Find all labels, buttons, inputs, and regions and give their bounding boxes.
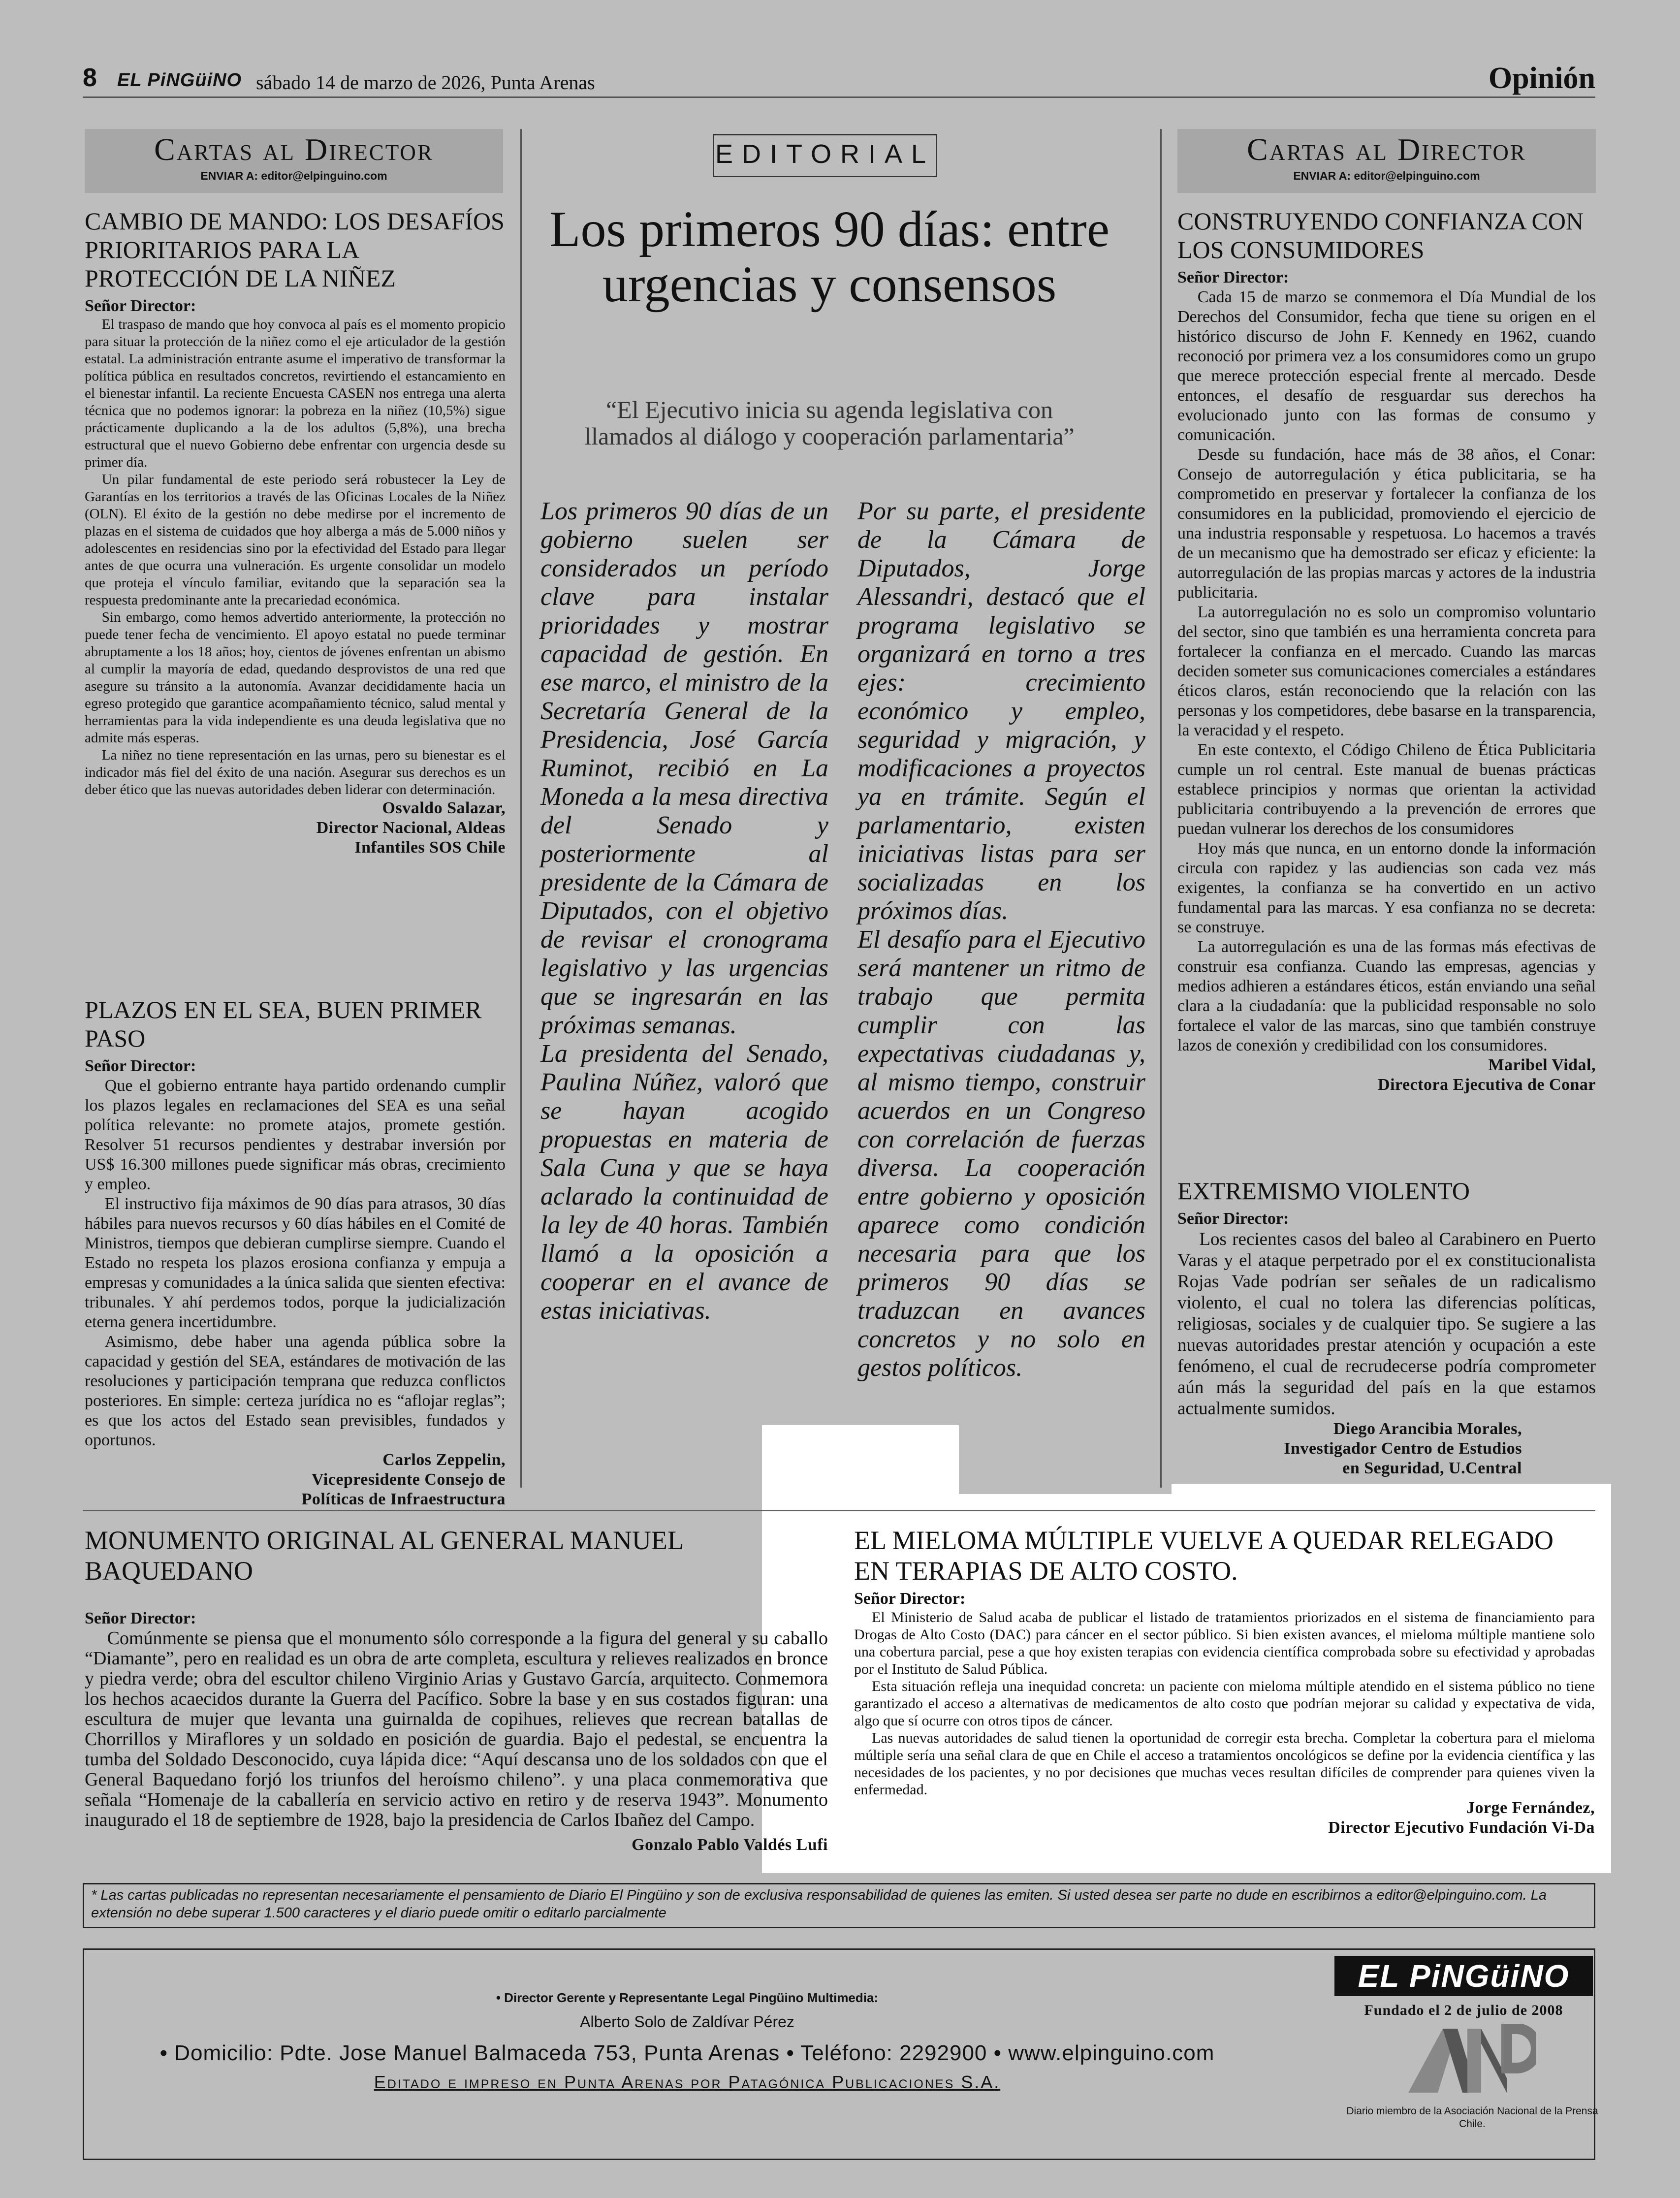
cartas-send-to: ENVIAR A: editor@elpinguino.com	[200, 169, 387, 182]
signature-name: Gonzalo Pablo Valdés Lufi	[632, 1836, 828, 1854]
signature-role: Director Ejecutivo Fundación Vi-Da	[1328, 1818, 1595, 1837]
signature-org: en Seguridad, U.Central	[1342, 1459, 1522, 1477]
letter-salutation: Señor Director:	[1177, 1210, 1289, 1228]
editorial-title: Los primeros 90 días: entre urgencias y consensos	[549, 201, 1109, 313]
column-rule-right	[1160, 129, 1162, 1488]
letter-signature	[85, 1835, 828, 1855]
letter-title: CAMBIO DE MANDO: LOS DESAFÍOS PRIORITARIOS PARA LA PROTECCIÓN DE LA NIÑEZ	[85, 207, 505, 292]
signature-role: Directora Ejecutiva de Conar	[1378, 1076, 1596, 1094]
column-rule-left	[520, 129, 522, 1488]
letter-extremismo	[1177, 1177, 1596, 1478]
letter-consumidores	[1177, 207, 1596, 1095]
signature-name: Jorge Fernández,	[1466, 1799, 1595, 1817]
letter-paragraph: Esta situación refleja una inequidad concreta: un paciente con mieloma múltiple atendido en el sistema público no tiene garantizado el acceso a alternativas de medicamentos de alto costo que podrían mejorar su calidad y expectativa de vida, algo que sí ocurre con otros tipos de cáncer.	[854, 1678, 1595, 1729]
signature-name: Maribel Vidal,	[1488, 1056, 1596, 1074]
section-rule	[83, 1510, 1595, 1511]
cartas-title: Cartas al Director	[154, 132, 434, 167]
letter-salutation: Señor Director:	[854, 1590, 966, 1608]
letter-paragraph: Los recientes casos del baleo al Carabinero en Puerto Varas y el ataque perpetrado por el ex constitucionalista Rojas Vade podrían ser señales de un radicalismo violento, el cual no tolera las diferencias políticas, religiosas, sociales y de cualquier tipo. Se sugiere a las nuevas autoridades prestar atención y ocupación a este fenómeno, el cual de recrudecerse podría comprometer aún más la seguridad del país en la que estamos actualmente sumidos.	[1177, 1229, 1596, 1419]
letter-title: EXTREMISMO VIOLENTO	[1177, 1177, 1470, 1205]
editorial-column-1	[540, 497, 828, 1325]
footer-director-name: Alberto Solo de Zaldívar Pérez	[580, 2013, 794, 2031]
brand-name: EL PiNGüiNO	[117, 70, 242, 91]
letter-paragraph: Asimismo, debe haber una agenda pública sobre la capacidad y gestión del SEA, estándares de motivación de las resoluciones y participación temprana que reduzca conflictos posteriores. En simple: certeza jurídica no es “aflojar reglas”; es que los actos del Estado sean previsibles, fundados y oportunos.	[85, 1333, 506, 1449]
letter-signature	[1177, 1055, 1596, 1095]
footer-founded: Fundado el 2 de julio de 2008	[1364, 2002, 1563, 2018]
footer-director-label: • Director Gerente y Representante Legal Pingüino Multimedia:	[496, 1990, 879, 2005]
signature-role: Vicepresidente Consejo de	[311, 1470, 506, 1489]
cartas-box-right	[1177, 129, 1596, 193]
editorial-paragraph: Por su parte, el presidente de la Cámara de Diputados, Jorge Alessandri, destacó que el programa legislativo se organizará en torno a tres ejes: crecimiento económico y empleo, seguridad y migración, y modificaciones a proyectos ya en trámite. Según el parlamentario, existen iniciativas listas para ser socializadas en los próximos días.	[857, 497, 1145, 925]
letter-paragraph: La niñez no tiene representación en las urnas, pero su bienestar es el indicador más fiel del éxito de una nación. Asegurar sus derechos es un deber ético que las nuevas autoridades deben liderar con determinación.	[85, 747, 506, 797]
editorial-paragraph: Los primeros 90 días de un gobierno suelen ser considerados un período clave para instalar prioridades y mostrar capacidad de gestión. En ese marco, el ministro de la Secretaría General de la Presidencia, José García Ruminot, recibió en La Moneda a la mesa directiva del Senado y posteriormente al presidente de la Cámara de Diputados, con el objetivo de revisar el cronograma legislativo y las urgencias que se ingresarán en las próximas semanas.	[540, 497, 828, 1039]
letter-paragraph: En este contexto, el Código Chileno de Ética Publicitaria cumple un rol central. Este manual de buenas prácticas establece principios y normas que orientan la actividad publicitaria contribuyendo a la prevención de errores que puedan vulnerar los derechos de los consumidores	[1177, 741, 1596, 838]
editorial-label: EDITORIAL	[713, 134, 937, 177]
letter-title: MONUMENTO ORIGINAL AL GENERAL MANUEL BAQUEDANO	[85, 1526, 683, 1586]
footer-box	[83, 1948, 1598, 2160]
editorial-subtitle: “El Ejecutivo inicia su agenda legislativa con llamados al diálogo y cooperación parlamentaria”	[584, 396, 1075, 450]
anp-caption: Diario miembro de la Asociación Nacional de la Prensa Chile.	[1346, 2105, 1598, 2130]
letter-paragraph: Las nuevas autoridades de salud tienen la oportunidad de corregir esta brecha. Completar la cobertura para el mieloma múltiple sería una señal clara de que en Chile el acceso a tratamientos oncológicos se define por la evidencia científica y las necesidades de los pacientes, y no por decisiones que muchas veces resultan difíciles de comprender para quienes viven la enfermedad.	[854, 1730, 1595, 1798]
signature-role: Investigador Centro de Estudios	[1284, 1439, 1522, 1458]
editorial-column-2	[857, 497, 1145, 1382]
signature-org: Políticas de Infraestructura	[301, 1490, 506, 1508]
letter-monumento	[85, 1525, 828, 1855]
letter-mieloma	[854, 1525, 1595, 1838]
editorial-paragraph: La presidenta del Senado, Paulina Núñez, valoró que se hayan acogido propuestas en materia de Sala Cuna y que se haya aclarado la continuidad de la ley de 40 horas. También llamó a la oposición a cooperar en el avance de estas iniciativas.	[540, 1040, 828, 1325]
signature-org: Infantiles SOS Chile	[354, 838, 506, 857]
letter-title: PLAZOS EN EL SEA, BUEN PRIMER PASO	[85, 996, 482, 1052]
disclaimer-box: * Las cartas publicadas no representan necesariamente el pensamiento de Diario El Pingüino y son de exclusiva responsabilidad de quienes las emiten. Si usted desea ser parte no dude en escribirnos a editor@elpinguino.com. La extensión no debe superar 1.500 caracteres y el diario puede omitir o editarlo parcialmente	[83, 1883, 1595, 1928]
letter-salutation: Señor Director:	[85, 1609, 196, 1627]
letter-salutation: Señor Director:	[1177, 268, 1289, 287]
letter-salutation: Señor Director:	[85, 297, 196, 315]
letter-paragraph: La autorregulación no es solo un compromiso voluntario del sector, sino que también es una herramienta concreta para fortalecer la confianza en el mercado. Cuando las marcas deciden someter sus comunicaciones comerciales a estándares éticos claros, están reconociendo que la relación con las personas y los competidores, debe basarse en la transparencia, la veracidad y el respeto.	[1177, 603, 1596, 739]
letter-paragraph: Un pilar fundamental de este periodo será robustecer la Ley de Garantías en los territorios a través de las Oficinas Locales de la Niñez (OLN). El éxito de la gestión no debe medirse por el incremento de plazas en el sistema de cuidados que hoy alberga a más de 5.000 niños y adolescentes en residencias sino por la efectividad del Estado para llegar antes de que ocurra una vulneración. Es urgente consolidar un modelo que proteja el vínculo familiar, evitando que la separación sea la respuesta predominante ante la precariedad económica.	[85, 472, 506, 608]
signature-role: Director Nacional, Aldeas	[316, 819, 506, 837]
editorial-paragraph: El desafío para el Ejecutivo será mantener un ritmo de trabajo que permita cumplir con las expectativas ciudadanas y, al mismo tiempo, construir acuerdos en un Congreso con correlación de fuerzas diversa. La cooperación entre gobierno y oposición aparece como condición necesaria para que los primeros 90 días se traduzcan en avances concretos y no solo en gestos políticos.	[857, 925, 1145, 1382]
letter-title: EL MIELOMA MÚLTIPLE VUELVE A QUEDAR RELEGADO EN TERAPIAS DE ALTO COSTO.	[854, 1526, 1553, 1586]
letter-paragraph: El Ministerio de Salud acaba de publicar el listado de tratamientos priorizados en el sistema de financiamiento para Drogas de Alto Costo (DAC) para cáncer en el sector público. Si bien existen avances, el mieloma múltiple mantiene solo una cobertura parcial, pese a que hoy existen terapias con evidencia científica comprobada sobre su efectividad y aprobadas por el Instituto de Salud Pública.	[854, 1609, 1595, 1677]
cartas-title: Cartas al Director	[1247, 132, 1526, 167]
anp-logo-icon	[1408, 2024, 1536, 2098]
cartas-box-left	[85, 129, 503, 193]
section-title: Opinión	[1488, 62, 1595, 95]
signature-name: Diego Arancibia Morales,	[1333, 1420, 1522, 1438]
letter-signature	[854, 1798, 1595, 1838]
white-patch	[762, 1425, 959, 1494]
cartas-send-to: ENVIAR A: editor@elpinguino.com	[1293, 169, 1480, 182]
letter-paragraph: Hoy más que nunca, en un entorno donde la información circula con rapidez y las audiencias son cada vez más exigentes, la confianza se ha convertido en un activo fundamental para las marcas. Y esa confianza no se decreta: se construye.	[1177, 839, 1596, 936]
letter-title: CONSTRUYENDO CONFIANZA CON LOS CONSUMIDORES	[1177, 207, 1584, 263]
footer-printed-by: Editado e impreso en Punta Arenas por Patagónica Publicaciones S.A.	[374, 2072, 1001, 2092]
page-number: 8	[83, 64, 97, 92]
letter-paragraph: La autorregulación es una de las formas más efectivas de construir esa confianza. Cuando las empresas, agencias y medios adhieren a estándares éticos, están enviando una señal clara a la ciudadanía: que la publicidad responsable no solo fortalece el valor de las marcas, sino que también construye lazos de conexión y credibilidad con los consumidores.	[1177, 938, 1596, 1054]
letter-paragraph: El traspaso de mando que hoy convoca al país es el momento propicio para situar la protección de la niñez como el eje articulador de la gestión estatal. La administración entrante asume el imperativo de transformar la política pública en resultados concretos, revirtiendo el estancamiento en el bienestar infantil. La reciente Encuesta CASEN nos entrega una alerta técnica que no podemos ignorar: la pobreza en la niñez (10,5%) sigue prácticamente duplicando a la de los adultos (5,8%), una brecha estructural que el nuevo Gobierno debe enfrentar con urgencia desde su primer día.	[85, 317, 506, 470]
signature-name: Osvaldo Salazar,	[382, 799, 506, 817]
letter-signature	[85, 1450, 506, 1509]
footer-logo: EL PiNGüiNO	[1334, 1956, 1593, 1996]
letter-ninez	[85, 207, 506, 858]
footer-address: • Domicilio: Pdte. Jose Manuel Balmaceda 753, Punta Arenas • Teléfono: 2292900 • www.elpinguino.com	[159, 2041, 1215, 2065]
letter-sea	[85, 995, 506, 1509]
date-line: sábado 14 de marzo de 2026, Punta Arenas	[256, 71, 595, 94]
letter-paragraph: Desde su fundación, hace más de 38 años, el Conar: Consejo de autorregulación y ética publicitaria, se ha comprometido en preservar y fortalecer la confianza de los consumidores en la publicidad, promoviendo el ejercicio de una industria responsable y respetuosa. Lo hacemos a través de un mecanismo que ha demostrado ser eficaz y eficiente: la autorregulación de las propias marcas y actores de la industria publicitaria.	[1177, 446, 1596, 602]
letter-paragraph: Comúnmente se piensa que el monumento sólo corresponde a la figura del general y su caballo “Diamante”, pero en realidad es un obra de arte completa, escultura y relieves realizados en bronce y piedra verde; obra del escultor chileno Virginio Arias y Gustavo García, arquitecto. Conmemora los hechos acaecidos durante la Guerra del Pacífico. Sobre la base y en sus costados figuran: una escultura de mujer que levanta una guirnalda de copihues, relieves que recrean batallas de Chorrillos y Miraflores y un soldado en posición de guardia. Bajo el pedestal, se encuentra la tumba del Soldado Desconocido, cuya lápida dice: “Aquí descansa uno de los soldados con que el General Baquedano forjó los triunfos del heroísmo chileno”. y una placa conmemorativa que señala “Homenaje de la caballería en servicio activo en retiro y de reserva 1943”. Monumento inaugurado el 18 de septiembre de 1928, bajo la presidencia de Carlos Ibañez del Campo.	[85, 1628, 828, 1830]
header-rule	[83, 96, 1595, 98]
letter-paragraph: El instructivo fija máximos de 90 días para atrasos, 30 días hábiles para nuevos recursos y 60 días hábiles en el Comité de Ministros, tiempos que debieran cumplirse siempre. Cuando el Estado no respeta los plazos erosiona confianza y empuja a empresas y comunidades a la única salida que sienten efectiva: tribunales. Y ahí perdemos todos, porque la judicialización eterna genera incertidumbre.	[85, 1195, 506, 1331]
letter-paragraph: Cada 15 de marzo se conmemora el Día Mundial de los Derechos del Consumidor, fecha que tiene su origen en el histórico discurso de John F. Kennedy en 1962, cuando reconoció por primera vez a los consumidores como un grupo que merece protección especial frente al mercado. Desde entonces, el desafío de resguardar sus derechos ha evolucionado junto con las formas de consumo y comunicación.	[1177, 288, 1596, 444]
letter-paragraph: Que el gobierno entrante haya partido ordenando cumplir los plazos legales en reclamaciones del SEA es una señal política relevante: no promete atajos, promete gestión. Resolver 51 recursos pendientes y destrabar inversión por US$ 16.300 millones puede significar más obras, crecimiento y empleo.	[85, 1077, 506, 1193]
signature-name: Carlos Zeppelin,	[382, 1451, 506, 1469]
letter-signature	[85, 798, 506, 858]
letter-salutation: Señor Director:	[85, 1057, 196, 1075]
letter-paragraph: Sin embargo, como hemos advertido anteriormente, la protección no puede tener fecha de vencimiento. El apoyo estatal no puede terminar abruptamente a los 18 años; hoy, cientos de jóvenes enfrentan un abismo al cumplir la mayoría de edad, quedando desprovistos de una red que asegure su tránsito a la autonomía. Avanzar decididamente hacia un egreso protegido que garantice acompañamiento técnico, salud mental y herramientas para la vida independiente es una deuda legislativa que no admite más esperas.	[85, 609, 506, 746]
letter-signature	[1177, 1419, 1596, 1478]
